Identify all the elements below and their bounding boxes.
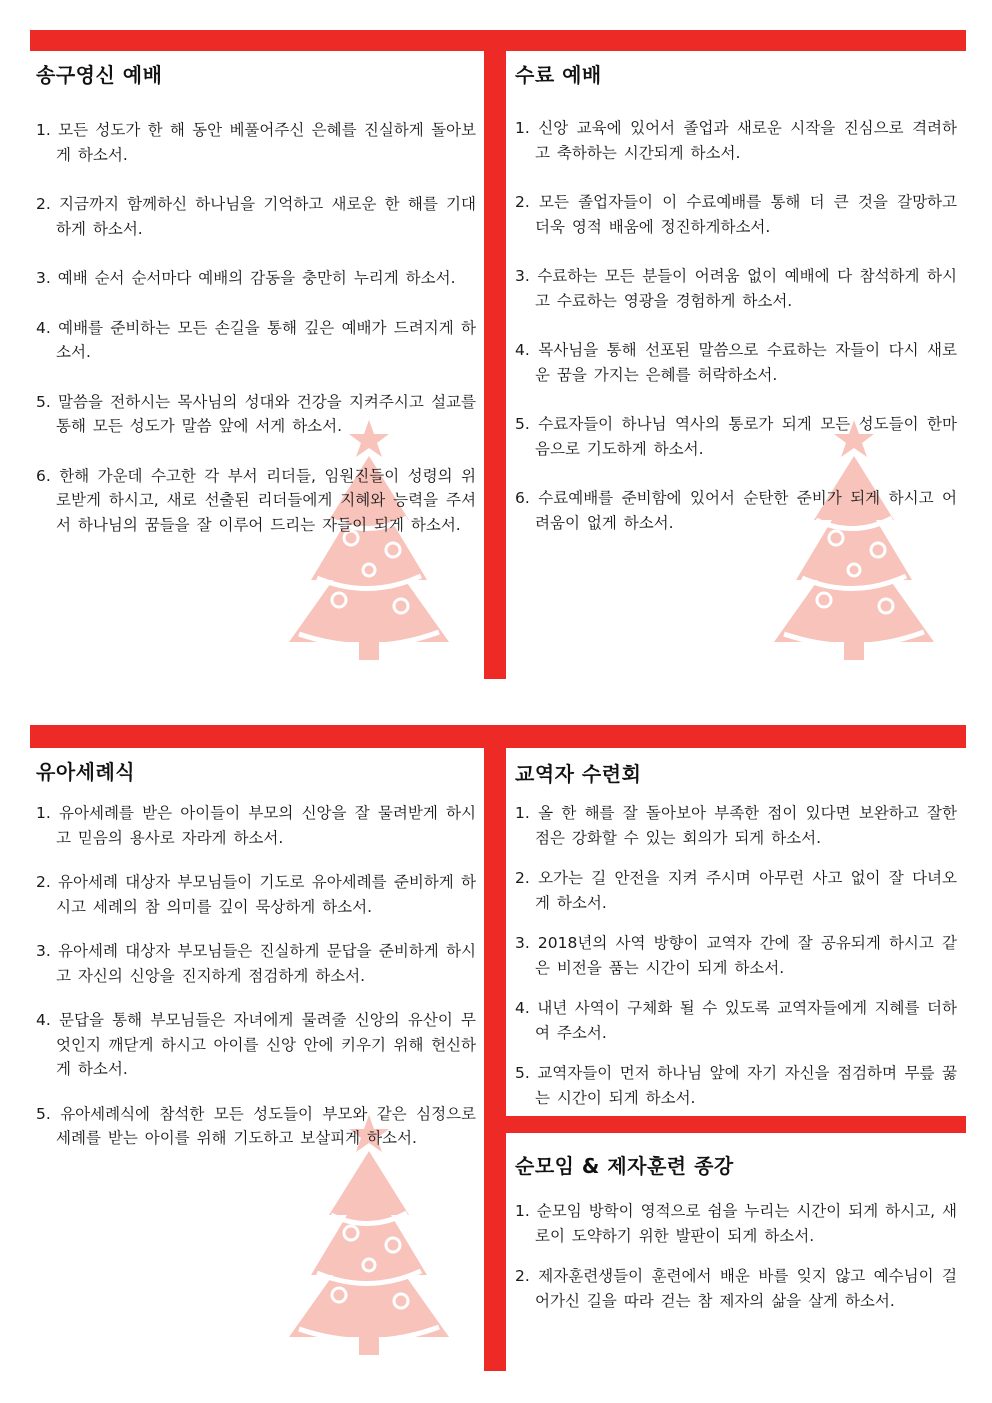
list-item: 2. 모든 졸업자들이 이 수료예배를 통해 더 큰 것을 갈망하고 더욱 영적 배움에 정진하게하소서. — [515, 193, 957, 236]
section-title: 유아세례식 — [36, 760, 136, 784]
list-item: 4. 문답을 통해 부모님들은 자녀에게 물려줄 신앙의 유산이 무엇인지 깨닫게 하시고 아이를 신앙 안에 키우기 위해 헌신하게 하소서. — [36, 1011, 476, 1078]
graduation-service-panel — [515, 59, 957, 535]
list-item: 1. 올 한 해를 잘 돌아보아 부족한 점이 있다면 보완하고 잘한 점은 강화할 수 있는 회의가 되게 하소서. — [515, 804, 957, 847]
closing-panel — [515, 1150, 957, 1313]
list-item: 6. 한해 가운데 수고한 각 부서 리더들, 임원진들이 성령의 위로받게 하시고, 새로 선출된 리더들에게 지혜와 능력을 주셔서 하나님의 꿈들을 잘 이루어 드리는 자들이 되게 하소서. — [36, 466, 476, 534]
prayer-list — [36, 801, 476, 1151]
section-title: 송구영신 예배 — [36, 63, 163, 87]
list-item: 4. 내년 사역이 구체화 될 수 있도록 교역자들에게 지혜를 더하여 주소서. — [515, 999, 957, 1042]
list-item: 6. 수료예배를 준비함에 있어서 순탄한 준비가 되게 하시고 어려움이 없게 하소서. — [515, 489, 957, 532]
list-item: 2. 지금까지 함께하신 하나님을 기억하고 새로운 한 해를 기대하게 하소서. — [36, 195, 476, 238]
center-divider-upper — [484, 30, 506, 679]
center-divider-lower — [484, 725, 506, 1371]
list-item: 5. 유아세례식에 참석한 모든 성도들이 부모와 같은 심정으로 세례를 받는 아이를 위해 기도하고 보살피게 하소서. — [36, 1104, 476, 1147]
list-item: 1. 신앙 교육에 있어서 졸업과 새로운 시작을 진심으로 격려하고 축하하는 시간되게 하소서. — [515, 119, 957, 162]
list-item: 3. 2018년의 사역 방향이 교역자 간에 잘 공유되게 하시고 같은 비전을 품는 시간이 되게 하소서. — [515, 934, 957, 977]
list-item: 1. 유아세례를 받은 아이들이 부모의 신앙을 잘 물려받게 하시고 믿음의 용사로 자라게 하소서. — [36, 804, 476, 847]
list-item: 2. 제자훈련생들이 훈련에서 배운 바를 잊지 않고 예수님이 걸어가신 길을 따라 걷는 참 제자의 삶을 살게 하소서. — [515, 1267, 957, 1310]
list-item: 3. 수료하는 모든 분들이 어려움 없이 예배에 다 참석하게 하시고 수료하는 영광을 경험하게 하소서. — [515, 267, 957, 310]
prayer-list — [515, 116, 957, 535]
infant-baptism-panel — [36, 756, 476, 1151]
list-item: 3. 예배 순서 순서마다 예배의 감동을 충만히 누리게 하소서. — [36, 269, 456, 287]
farewell-service-panel — [36, 59, 476, 537]
section-title: 교역자 수련회 — [515, 762, 642, 786]
prayer-list — [515, 1199, 957, 1313]
list-item: 5. 수료자들이 하나님 역사의 통로가 되게 모든 성도들이 한마음으로 기도하게 하소서. — [515, 415, 957, 458]
list-item: 4. 목사님을 통해 선포된 말씀으로 수료하는 자들이 다시 새로운 꿈을 가지는 은혜를 허락하소서. — [515, 341, 957, 384]
prayer-list — [515, 801, 957, 1110]
prayer-list — [36, 118, 476, 537]
right-section-divider — [484, 1116, 966, 1133]
list-item: 5. 말씀을 전하시는 목사님의 성대와 건강을 지켜주시고 설교를 통해 모든 성도가 말씀 앞에 서게 하소서. — [36, 392, 476, 435]
list-item: 4. 예배를 준비하는 모든 손길을 통해 깊은 예배가 드려지게 하소서. — [36, 318, 476, 361]
list-item: 1. 모든 성도가 한 해 동안 베풀어주신 은혜를 진실하게 돌아보게 하소서. — [36, 121, 476, 164]
section-title: 수료 예배 — [515, 63, 602, 87]
list-item: 5. 교역자들이 먼저 하나님 앞에 자기 자신을 점검하며 무릎 꿇는 시간이 되게 하소서. — [515, 1064, 957, 1107]
list-item: 2. 유아세례 대상자 부모님들이 기도로 유아세례를 준비하게 하시고 세례의 참 의미를 깊이 묵상하게 하소서. — [36, 873, 476, 916]
christmas-tree-icon — [281, 1115, 457, 1355]
list-item: 3. 유아세례 대상자 부모님들은 진실하게 문답을 준비하게 하시고 자신의 신앙을 진지하게 점검하게 하소서. — [36, 942, 476, 985]
section-title: 순모임 & 제자훈련 종강 — [515, 1154, 734, 1178]
list-item: 2. 오가는 길 안전을 지켜 주시며 아무런 사고 없이 잘 다녀오게 하소서. — [515, 869, 957, 912]
list-item: 1. 순모임 방학이 영적으로 쉼을 누리는 시간이 되게 하시고, 새로이 도약하기 위한 발판이 되게 하소서. — [515, 1202, 957, 1245]
staff-retreat-panel — [515, 758, 957, 1110]
